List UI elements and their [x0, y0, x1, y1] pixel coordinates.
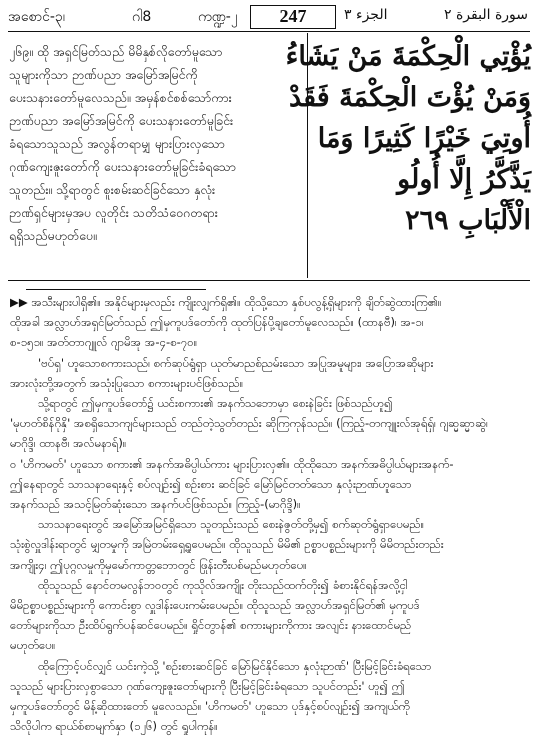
- arabic-verse: [285, 36, 531, 241]
- commentary-line: သာသနာရေးတွင် အမြော်အမြင်ရှိသော သူတည်းသည် စေးနဲဇွတ်တို့မှ၍ စက်ဆုတ်ရွံရှာပေမည်။: [38, 517, 425, 532]
- commentary-line: သူသည် များပြားလှစွာသော ဂုဏ်ကျေးဇူးတော်များကို ပြီးမြင့်ခြင်းခံရသော သူပင်တည်း' ဟူ၍ ဤ: [10, 678, 405, 693]
- page-header: [8, 5, 530, 29]
- footnote-rule: [26, 289, 206, 290]
- translation-line: ဉာဏ်ရှင်များမှအပ လူတိုင်း သတိသံဝေဂတရား: [9, 205, 218, 220]
- commentary-line: မာဂိုဒ္ဒိ၊ ထာနဗီ၊ အလ်မနာရ်)။: [10, 436, 127, 451]
- commentary-line: မိမိဥစ္စာပစ္စည်းများကို ကောင်းစွာ လှူဒါန်းပေးကမ်းပေမည်။ ထိုသူသည် အလ္လာဟ်အရှင်မြတ်၏ မှကူပဒ်: [10, 598, 420, 613]
- commentary-line: ထိုသူသည် နောင်တမလွန်ဘဝတွင် ကုသိုလ်အကျိုး တိုးသည်ထက်တိုး၍ ခံစားနိုင်ရန်အလို့ငှါ: [38, 577, 408, 592]
- commentary-line: တော်များကိုသာ ဦးထိပ်ရွက်ပန်ဆင်ပေမည်။ ရှိုင်တွာန်၏ စကားများကိုကား အလျင်း နားထောင်မည်: [10, 618, 412, 633]
- commentary-line: သိလိုပါက ရာယ်စ်စာမျက်နှာ (၁၂၆) တွင် ရှုပါကုန်။: [10, 719, 218, 734]
- header-surah: سورة البقرة ٢: [443, 7, 528, 23]
- commentary-line: စ-၁၅၁။ အတ်တာဂျူလ် ဂျာမိအု အ-၄-စ-၇၀။: [10, 335, 198, 350]
- header-divider: [8, 31, 530, 32]
- header-section: ဂါ8: [132, 9, 152, 25]
- translation-line: ရရှိသည်မဟုတ်ပေ။: [9, 228, 97, 243]
- commentary-line: ဤနေရာတွင် သာသနာရေးနှင့် စပ်လျဉ်း၍ စဉ်းစား ဆင်ခြင် မြော်မြင်တတ်သော နှလုံးဉာဏ်ဟူသော: [10, 476, 412, 491]
- commentary-line: မှကူပဒ်တော်တွင် မိန့်ဆိုထားတော် မူလေသည်။ 'ဟိကမတ်' ဟူသော ပုဒ်နှင့်စပ်လျဉ်း၍ အကျယ်ကို: [10, 699, 410, 714]
- translation-line: သူတည်း။ သို့ရာတွင် စူးစမ်းဆင်ခြင်သော နှလုံး: [9, 182, 216, 197]
- commentary-line: ▶▶ အသီးများပါရှိ၏။ အနိုင်များမှလည်း ကျိုးလျှက်ရှိ၏။ ထိုသို့သော နှစ်ပလွန့်ရှိများကို ချိတ်ဆွဲထားကြ၏။: [10, 295, 442, 309]
- page-number: 247: [250, 5, 336, 29]
- arabic-line: الْأَلْبَابِ ٢٦٩: [405, 205, 531, 236]
- commentary-line: ထိုအခါ အလ္လာဟ်အရှင်မြတ်သည် ဤမှကူပဒ်တော်ကို ထုတ်ပြန်ပို့ချတော်မူလေသည်။ (ထာနဗီ)၊ အ-၁၊: [10, 315, 424, 330]
- commentary-notes: [10, 292, 530, 736]
- header-chapter: အစောင်-၃၊: [8, 9, 65, 25]
- header-juz: الجزء ٣: [344, 7, 388, 23]
- commentary-line: ဝ 'ဟိကမတ်' ဟူသော စကား၏ အနက်အဓိပ္ပါယ်ကား များပြားလှ၏။ ထိုထိုသော အနက်အဓိပ္ပါယ်များအနက်-: [10, 456, 454, 471]
- commentary-line: 'မုဟတ်စိန်ဂိုနှိ' အစရှိသောကျင်များသည် တည်တဲ့သွတ်တည်း ဆိုကြကုန်သည်။ (ကြည့်-တကျူးလ်အုရ်ရှ်၊ ဂျဆ္မဆ္မာဆွဲ၊: [10, 416, 488, 431]
- translation-line: ပေးသနားတော်မူလေသည်။ အမှန်စင်စစ်သော်ကား: [9, 90, 232, 105]
- translation-line: ခံရသောသူသည် အလွန်တရာမျှ များပြားလှသော: [9, 136, 225, 151]
- arabic-line: يَذَّكَّرُ إِلَّا أُولُو: [397, 164, 531, 195]
- arabic-line: أُوتِيَ خَيْرًا كَثِيرًا وَمَا: [317, 123, 531, 154]
- section-divider: [8, 280, 530, 281]
- header-part: ကဏ္ဍ-၂: [198, 9, 238, 25]
- commentary-line: သုံးစွဲလှူဒါန်းရာတွင် မျှတမှုကို အမြဲတမ်းရှေ့ရှုပေမည်။ ထိုသူသည် မိမိ၏ ဥစ္စာပစ္စည်းများကို မိမိတည်းတည်း: [10, 537, 444, 552]
- commentary-line: အားလုံးတို့အတွက် အသုံးပြုသော စကားများပင်ဖြစ်သည်။: [10, 375, 244, 390]
- commentary-line: သို့ရာတွင် ဤမှကူပဒ်တော်၌ ယင်းစကား၏ အနက်သဘောမှာ စေးနဲခြင်း ဖြစ်သည်ဟူ၍: [38, 396, 393, 411]
- commentary-line: အနက်သည် အသင့်မြတ်ဆုံးသော အနက်ပင်ဖြစ်သည်။ ကြည့်-(မာဂိုဒ္ဒိ)။: [10, 497, 301, 512]
- translation-line: သူများကိုသာ ဉာဏ်ပညာ အမြော်အမြင်ကို: [9, 67, 198, 82]
- translation-line: ၂၆၉။ ထို အရှင်မြတ်သည် မိမိနှစ်လိုတော်မူသော: [9, 44, 223, 59]
- translation-line: ဂုဏ်ကျေးဇူးတော်ကို ပေးသနားတော်မူခြင်းခံရသော: [9, 159, 236, 174]
- arabic-line: يُؤْتِي الْحِكْمَةَ مَنْ يَشَاءُ: [285, 41, 531, 72]
- translation-line: ဉာဏ်ပညာ အမြော်အမြင်ကို ပေးသနားတော်မူခြင်း: [9, 113, 234, 128]
- arabic-line: وَمَنْ يُؤْتَ الْحِكْمَةَ فَقَدْ: [288, 82, 531, 113]
- verse-translation: [9, 40, 301, 247]
- commentary-line: အကျိုး၄၊ ဤပုဂ္ဂလမှုကိုမှမော်ကာတ္တဘောတွင် ဖြုန်းတီးပစ်မည်မဟုတ်ပေ။: [10, 557, 307, 572]
- commentary-line: မဟုတ်ပေ။: [10, 638, 56, 653]
- commentary-line: ထိုကြောင့်ပင်လျှင် ယင်းကဲ့သို့ 'စဉ်းစားဆင်ခြင် မြော်မြင်နိုင်သော နှလုံးဉာဏ်' ပြီးမြင့်ခြင်းခံရသော: [38, 658, 432, 673]
- commentary-line: 'ဗပ်ရှ' ဟူသောစကားသည်၊ စက်ဆုပ်ရွံရှာ ယုတ်မာညစ်ညမ်းသော အပြုအမူများ၊ အပြောအဆိုများ: [38, 355, 434, 370]
